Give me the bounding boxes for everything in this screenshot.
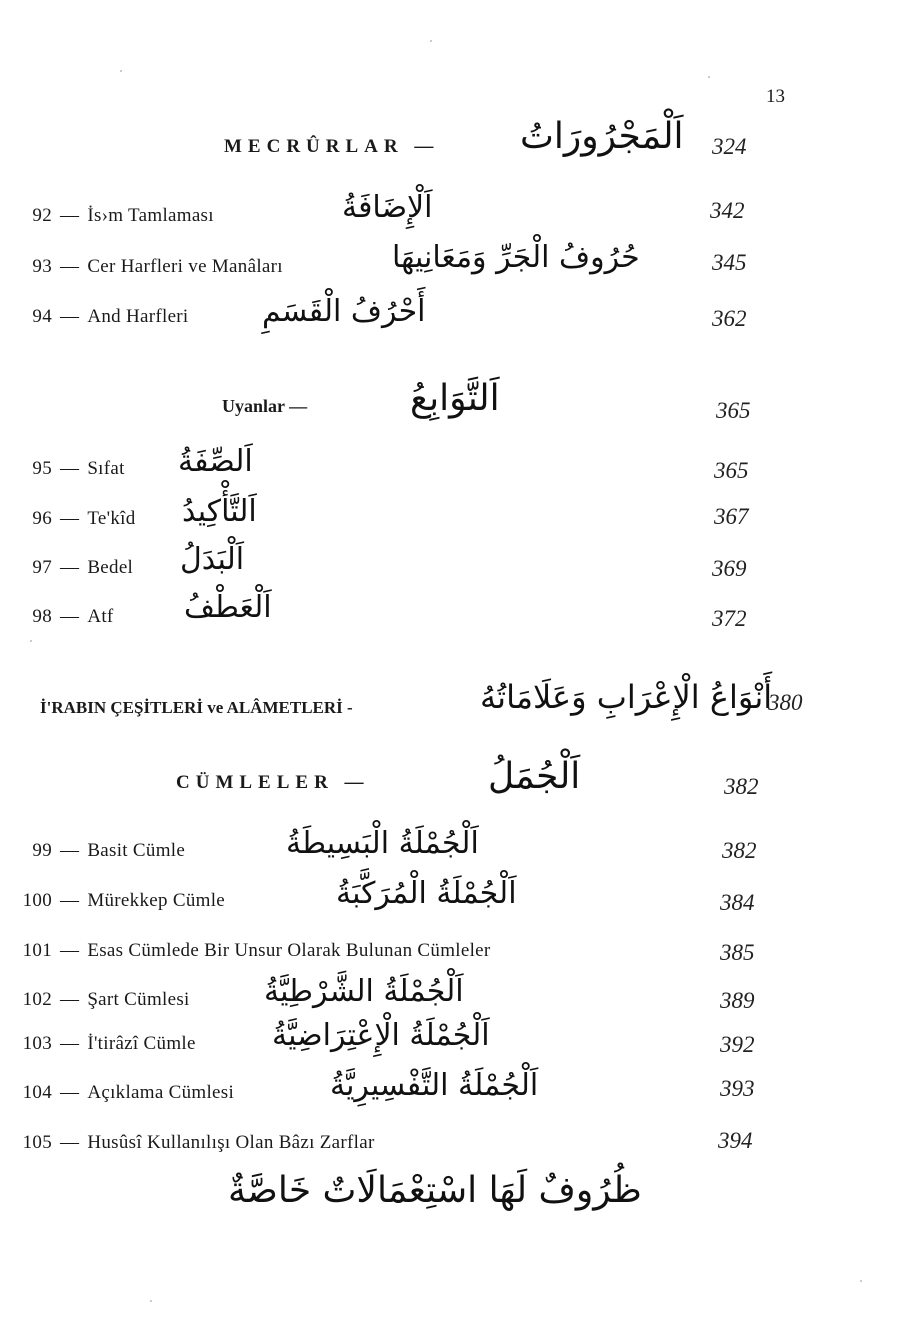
entry-label: Te'kîd — [87, 508, 136, 529]
entry-label: Şart Cümlesi — [87, 989, 190, 1010]
entry-page: 345 — [712, 250, 747, 275]
entry-label: Basit Cümle — [87, 840, 186, 861]
section-page-mecrurlar: 324 — [712, 134, 747, 159]
entry-number: 92 — [32, 205, 52, 226]
entry-arabic: اَلتَّأْكِيدُ — [182, 494, 257, 529]
scan-speck — [120, 70, 122, 72]
section-heading-mecrurlar: MECRÛRLAR — — [224, 136, 440, 157]
entry-label: İs›m Tamlaması — [87, 205, 214, 226]
entry-page: 372 — [712, 606, 747, 631]
toc-entry: 105 — Husûsî Kullanılışı Olan Bâzı Zarflar — [8, 1132, 375, 1154]
page-number: 13 — [766, 86, 785, 107]
section-arabic-uyanlar: اَلتَّوَابِعُ — [410, 378, 500, 419]
entry-number: 98 — [32, 606, 52, 627]
toc-entry: 97 — Bedel — [8, 557, 133, 579]
entry-number: 104 — [22, 1082, 52, 1103]
entry-label: Açıklama Cümlesi — [87, 1082, 235, 1103]
entry-number: 101 — [22, 940, 52, 961]
footer-arabic: ظُرُوفٌ لَهَا اسْتِعْمَالَاتٌ خَاصَّةٌ — [228, 1170, 642, 1211]
entry-arabic: اَلْجُمْلَةُ الشَّرْطِيَّةُ — [264, 974, 464, 1009]
entry-page: 365 — [714, 458, 749, 483]
entry-arabic: أَحْرُفُ الْقَسَمِ — [262, 294, 426, 329]
entry-label: Cer Harfleri ve Manâları — [87, 256, 283, 277]
entry-number: 95 — [32, 458, 52, 479]
entry-page: 385 — [720, 940, 755, 965]
entry-page: 342 — [710, 198, 745, 223]
entry-page: 393 — [720, 1076, 755, 1101]
entry-label: Atf — [87, 606, 114, 627]
toc-entry: 99 — Basit Cümle — [8, 840, 185, 862]
entry-label: Bedel — [87, 557, 134, 578]
entry-number: 97 — [32, 557, 52, 578]
entry-page: 389 — [720, 988, 755, 1013]
entry-page: 362 — [712, 306, 747, 331]
toc-entry: 102 — Şart Cümlesi — [8, 989, 190, 1011]
entry-number: 93 — [32, 256, 52, 277]
scan-speck — [150, 1300, 152, 1302]
toc-entry: 101 — Esas Cümlede Bir Unsur Olarak Bulunan Cümleler — [8, 940, 491, 962]
entry-number: 100 — [22, 890, 52, 911]
toc-entry: 95 — Sıfat — [8, 458, 125, 480]
entry-arabic: اَلْإِضَافَةُ — [342, 190, 433, 225]
toc-entry: 103 — İ'tirâzî Cümle — [8, 1033, 196, 1055]
toc-entry: 100 — Mürekkep Cümle — [8, 890, 225, 912]
entry-number: 103 — [22, 1033, 52, 1054]
entry-arabic: حُرُوفُ الْجَرِّ وَمَعَانِيهَا — [392, 240, 640, 275]
entry-label: Husûsî Kullanılışı Olan Bâzı Zarflar — [87, 1132, 375, 1153]
entry-label: Sıfat — [87, 458, 125, 479]
scan-speck — [30, 640, 32, 642]
toc-entry: 93 — Cer Harfleri ve Manâları — [8, 256, 283, 278]
entry-arabic: اَلْعَطْفُ — [184, 590, 272, 625]
entry-arabic: اَلصِّفَةُ — [178, 444, 253, 479]
entry-number: 102 — [22, 989, 52, 1010]
toc-entry: 96 — Te'kîd — [8, 508, 136, 530]
entry-page: 394 — [718, 1128, 753, 1153]
entry-arabic: اَلْجُمْلَةُ الْبَسِيطَةُ — [286, 826, 479, 861]
entry-page: 367 — [714, 504, 749, 529]
section-page-irab: 380 — [768, 690, 803, 715]
section-arabic-mecrurlar: اَلْمَجْرُورَاتُ — [520, 116, 684, 157]
entry-label: İ'tirâzî Cümle — [87, 1033, 196, 1054]
scan-speck — [860, 1280, 862, 1282]
entry-arabic: اَلْجُمْلَةُ الْإِعْتِرَاضِيَّةُ — [272, 1018, 490, 1053]
entry-number: 96 — [32, 508, 52, 529]
section-arabic-cumleler: اَلْجُمَلُ — [488, 756, 581, 797]
scan-speck — [430, 40, 432, 42]
entry-arabic: اَلْجُمْلَةُ الْمُرَكَّبَةُ — [336, 876, 517, 911]
entry-number: 99 — [32, 840, 52, 861]
section-heading-uyanlar: Uyanlar — — [222, 396, 308, 416]
entry-page: 369 — [712, 556, 747, 581]
toc-entry: 94 — And Harfleri — [8, 306, 189, 328]
section-arabic-irab: أَنْوَاعُ الْإِعْرَابِ وَعَلَامَاتُهُ — [480, 678, 773, 716]
entry-page: 384 — [720, 890, 755, 915]
section-heading-cumleler: CÜMLELER — — [176, 772, 370, 793]
section-heading-irab: İ'RABIN ÇEŞİTLERİ ve ALÂMETLERİ - — [40, 698, 353, 717]
entry-page: 382 — [722, 838, 757, 863]
toc-entry: 92 — İs›m Tamlaması — [8, 205, 214, 227]
entry-arabic: اَلْجُمْلَةُ التَّفْسِيرِيَّةُ — [330, 1068, 539, 1103]
section-page-cumleler: 382 — [724, 774, 759, 799]
entry-number: 94 — [32, 306, 52, 327]
entry-label: Mürekkep Cümle — [87, 890, 226, 911]
toc-entry: 104 — Açıklama Cümlesi — [8, 1082, 234, 1104]
entry-label: And Harfleri — [87, 306, 189, 327]
section-page-uyanlar: 365 — [716, 398, 751, 423]
entry-number: 105 — [22, 1132, 52, 1153]
entry-page: 392 — [720, 1032, 755, 1057]
toc-entry: 98 — Atf — [8, 606, 114, 628]
entry-arabic: اَلْبَدَلُ — [180, 542, 245, 577]
scan-speck — [708, 76, 710, 78]
entry-label: Esas Cümlede Bir Unsur Olarak Bulunan Cümleler — [87, 940, 491, 961]
